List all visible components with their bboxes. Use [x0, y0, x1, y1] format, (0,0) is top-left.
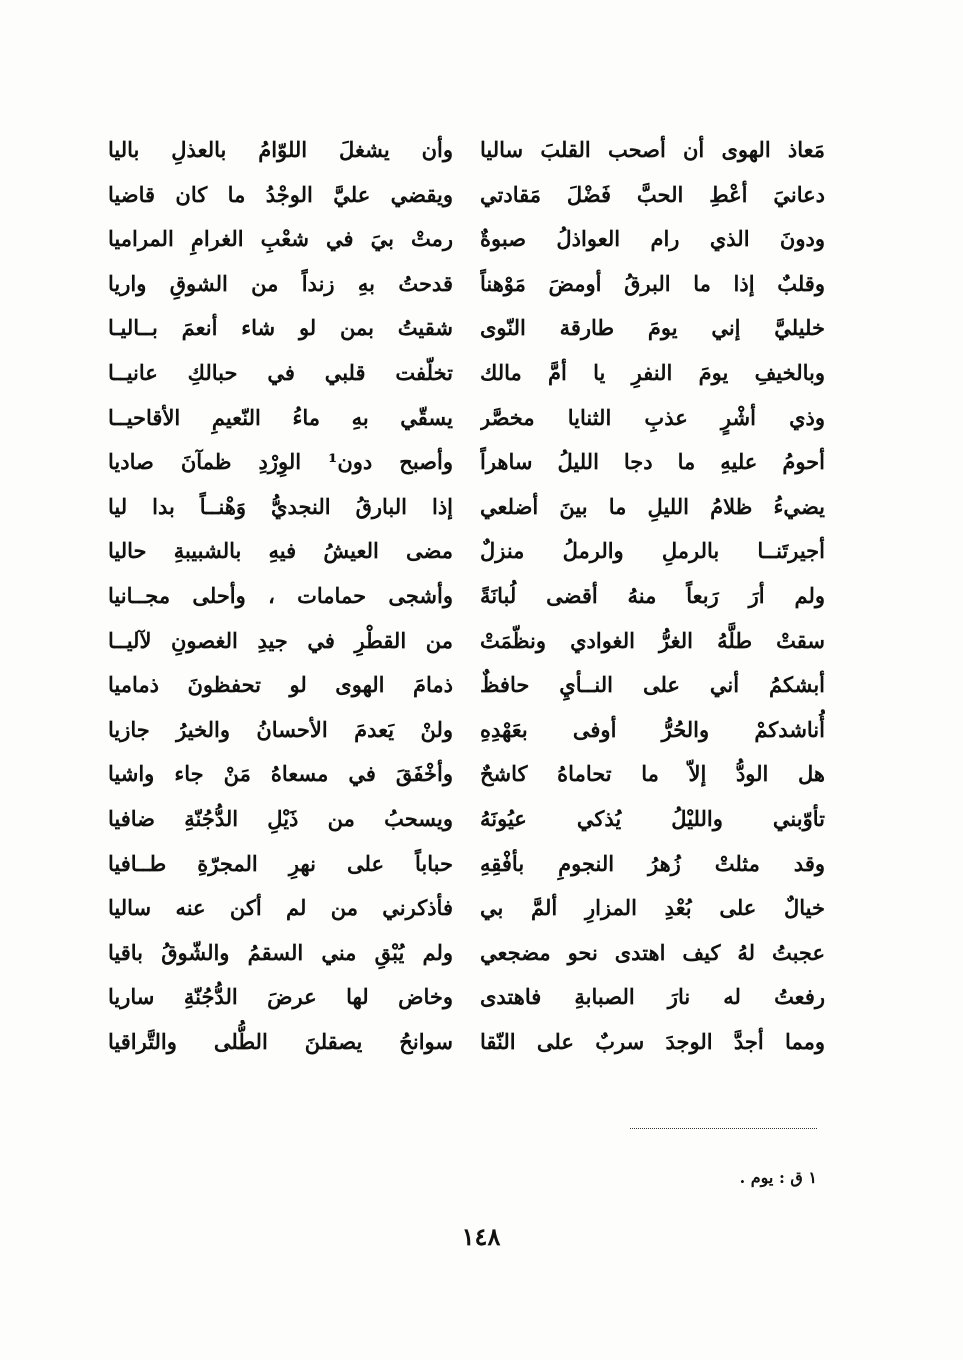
footnote-divider: [630, 1128, 817, 1129]
right-hemistich-verse: ودونَ الذي رام العواذلُ صبوةٌ: [480, 226, 825, 252]
left-hemistich-verse: شقيتُ بمن لو شاء أنعمَ بــاليـا: [108, 315, 453, 341]
left-hemistich-verse: ويسحبُ من ذَيْلِ الدُّجُنّةِ ضافيا: [108, 805, 453, 831]
right-hemistich-verse: مَعاذ الهوى أن أصحب القلبَ ساليا: [480, 137, 825, 162]
left-hemistich-verse: قدحتُ بهِ زنداً من الشوقِ واريا: [108, 270, 453, 296]
left-hemistich-verse: من القطْرِ في جيدِ الغصونِ لآليــا: [108, 627, 453, 653]
left-hemistich-verse: رمتْ بيَ في شعْبِ الغرامِ المراميا: [108, 226, 453, 252]
left-hemistich-verse: ذمامَ الهوى لو تحفظونَ ذماميا: [108, 672, 453, 698]
page-number: ١٤٨: [461, 1222, 501, 1251]
right-hemistich-verse: تأوّبني والليْلُ يُذكي عيُونَهُ: [480, 805, 825, 831]
right-hemistich-verse: وقد مثلتْ زُهرُ النجومِ بأفْقِهِ: [480, 850, 825, 876]
left-hemistich-verse: إذا البارقُ النجديُّ وَهْنــاً بدا ليا: [108, 493, 453, 519]
poem-right-column: [480, 128, 825, 1064]
left-hemistich-verse: وأن يشغلَ اللوّامُ بالعذلِ باليا: [108, 137, 453, 162]
left-hemistich-verse: وخاض لها عرضَ الدُّجُنّةِ ساريا: [108, 984, 453, 1010]
right-hemistich-verse: ولم أرَ رَبعاً منهُ أقضى لُبانَةً: [480, 582, 825, 608]
right-hemistich-verse: سقتْ طلَّهُ الغرُّ الغوادي ونظّمَتْ: [480, 627, 825, 653]
right-hemistich-verse: دعانيَ أعْطِ الحبَّ فَضْلَ مَقادتي: [480, 181, 825, 207]
right-hemistich-verse: خليليَّ إني يومَ طارقة النّوى: [480, 315, 825, 341]
right-hemistich-verse: وبالخيفِ يومَ النفرِ يا أمَّ مالك: [480, 359, 825, 385]
right-hemistich-verse: وقلبٌ إذا ما البرقُ أومضَ مَوْهناً: [480, 270, 825, 296]
right-hemistich-verse: أبشكمُ أني على النــأيِ حافظٌ: [480, 672, 825, 698]
left-hemistich-verse: ويقضي عليَّ الوجْدُ ما كان قاضيا: [108, 181, 453, 207]
right-hemistich-verse: أحومُ عليهِ ما دجا الليلُ ساهراً: [480, 449, 825, 475]
right-hemistich-verse: يضيءُ ظلامُ الليلِ ما بينَ أضلعي: [480, 493, 825, 519]
right-hemistich-verse: وذي أشْرٍ عذبِ الثنايا مخصَّر: [480, 404, 825, 430]
left-hemistich-verse: سوانحُ يصقلنَ الطُّلى والتَّراقيا: [108, 1028, 453, 1054]
footnote: ١ ق : يوم .: [739, 1168, 817, 1187]
right-hemistich-verse: خيالٌ على بُعْدِ المزارِ ألمَّ بي: [480, 895, 825, 921]
left-hemistich-verse: يسقّي بهِ ماءُ النّعيمِ الأقاحيــا: [108, 404, 453, 430]
right-hemistich-verse: ومما أجدَّ الوجدَ سربٌ على النّقا: [480, 1028, 825, 1054]
right-hemistich-verse: هل الودُّ إلاّ ما تحاماهُ كاشحٌ: [480, 761, 825, 787]
left-hemistich-verse: حباباً على نهرِ المجرّةِ طــافيا: [108, 850, 453, 876]
poem-left-column: [108, 128, 453, 1064]
right-hemistich-verse: أُناشدكمْ والحُرُّ أوفى بعَهْدِهِ: [480, 716, 825, 742]
left-hemistich-verse: ولم يُبْقِ مني السقمُ والشّوقُ باقيا: [108, 939, 453, 965]
left-hemistich-verse: وأصبح دون¹ الوِرْدِ ظمآنَ صاديا: [108, 449, 453, 475]
left-hemistich-verse: مضى العيشُ فيهِ بالشبيبةِ حاليا: [108, 538, 453, 564]
left-hemistich-verse: وأشجى حمامات ، وأحلى مجــانيا: [108, 582, 453, 608]
left-hemistich-verse: تخلّفت قلبي في حبالكِ عانيــا: [108, 359, 453, 385]
left-hemistich-verse: وأخْفَقَ في مسعاهُ مَنْ جاء واشيا: [108, 761, 453, 787]
right-hemistich-verse: أجيرتَنــا بالرملِ والرملُ منزلٌ: [480, 538, 825, 564]
left-hemistich-verse: فأذكرني من لم أكن عنه ساليا: [108, 895, 453, 921]
left-hemistich-verse: ولنْ يَعدمَ الأحسانُ والخيرُ جازيا: [108, 716, 453, 742]
right-hemistich-verse: رفعتُ له نارَ الصبابةِ فاهتدى: [480, 984, 825, 1010]
right-hemistich-verse: عجبتُ لهُ كيف اهتدى نحو مضجعي: [480, 939, 825, 965]
